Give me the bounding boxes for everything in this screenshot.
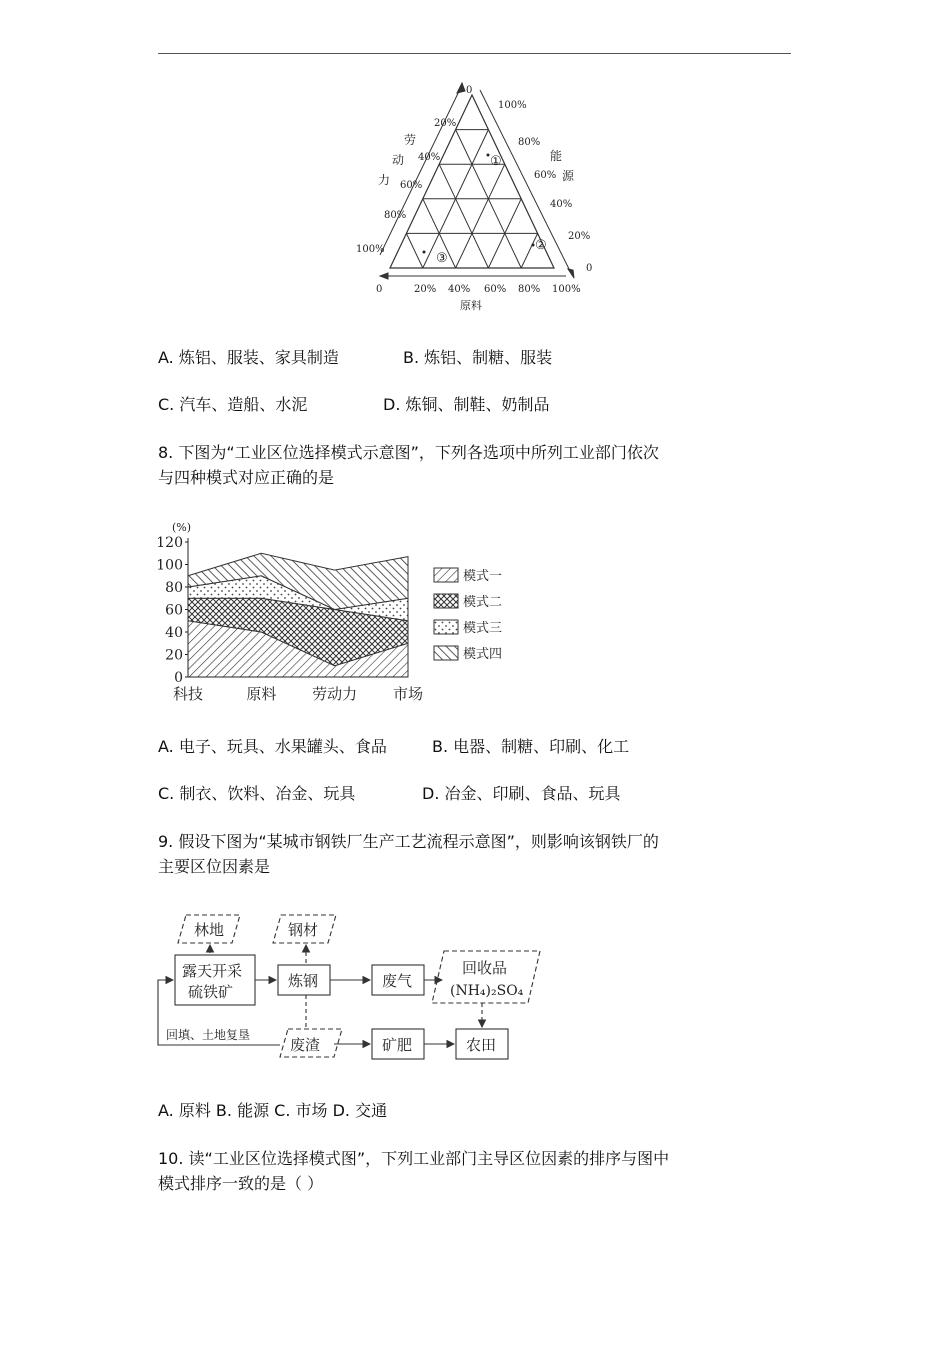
recycle-label-2: (NH₄)₂SO₄ [450, 983, 524, 999]
right-tick-60: 60% [534, 170, 557, 181]
bottom-tick-60: 60% [484, 284, 507, 295]
bottom-tick-0: 0 [376, 284, 383, 295]
legend-label-2: 模式二 [463, 595, 503, 610]
legend-swatch-3 [434, 620, 458, 634]
y-tick-label: 80 [165, 580, 183, 596]
left-axis-char-1: 劳 [404, 133, 417, 147]
point-1-label: ① [490, 154, 502, 169]
point-2-label: ② [535, 238, 547, 253]
forest-label: 林地 [194, 921, 225, 939]
q7-option-b: B. 炼铝、制糖、服装 [403, 348, 553, 367]
q10-stem-line2: 模式排序一致的是（ ） [158, 1174, 324, 1193]
right-tick-100: 100% [498, 100, 527, 111]
q8-area-chart [150, 512, 520, 712]
left-tick-0: 0 [466, 85, 473, 96]
header-rule [158, 53, 791, 54]
left-tick-100: 100% [356, 244, 385, 255]
q9-stem-line2: 主要区位因素是 [158, 857, 271, 876]
q8-option-a: A. 电子、玩具、水果罐头、食品 [158, 737, 387, 756]
right-axis-char-2: 源 [562, 169, 575, 183]
fert-label: 矿肥 [382, 1036, 413, 1054]
farm-label: 农田 [466, 1036, 497, 1054]
y-tick-label: 40 [165, 625, 183, 641]
right-tick-40: 40% [550, 199, 573, 210]
left-axis-char-3: 力 [378, 173, 391, 187]
legend-swatch-2 [434, 594, 458, 608]
q9-stem-line1: 9. 假设下图为“某城市钢铁厂生产工艺流程示意图”，则影响该钢铁厂的 [158, 832, 659, 851]
y-tick-label: 20 [165, 647, 183, 664]
mine-label-2: 硫铁矿 [188, 983, 234, 1001]
right-tick-20: 20% [568, 231, 591, 242]
left-axis-char-2: 动 [392, 153, 405, 167]
bottom-tick-20: 20% [414, 284, 437, 295]
right-axis-char-1: 能 [550, 149, 563, 163]
ternary-diagram [340, 80, 610, 320]
x-tick-label: 市场 [392, 685, 424, 703]
q7-option-c: C. 汽车、造船、水泥 [158, 395, 308, 414]
left-tick-60: 60% [400, 180, 423, 191]
x-tick-label: 原料 [246, 685, 277, 703]
legend-label-1: 模式一 [463, 569, 503, 584]
legend-label-4: 模式四 [463, 647, 503, 662]
left-tick-20: 20% [434, 118, 457, 129]
smelt-label: 炼钢 [288, 972, 319, 990]
q7-option-a: A. 炼铝、服装、家具制造 [158, 348, 339, 367]
bottom-tick-100: 100% [552, 284, 581, 295]
q10-stem-line1: 10. 读“工业区位选择模式图”，下列工业部门主导区位因素的排序与图中 [158, 1149, 670, 1168]
right-tick-0: 0 [586, 263, 593, 274]
right-tick-80: 80% [518, 137, 541, 148]
y-tick-label: 100 [156, 557, 183, 574]
bottom-axis-label: 原料 [460, 299, 482, 312]
y-tick-label: 120 [156, 535, 183, 551]
legend-swatch-1 [434, 568, 458, 582]
y-tick-label: 0 [174, 670, 183, 686]
x-tick-label: 科技 [172, 685, 204, 703]
x-tick-label: 劳动力 [312, 685, 358, 703]
left-tick-40: 40% [418, 152, 441, 163]
q8-stem-line1: 8. 下图为“工业区位选择模式示意图”，下列各选项中所列工业部门依次 [158, 443, 659, 462]
legend-label-3: 模式三 [463, 621, 503, 636]
backfill-label: 回填、土地复垦 [166, 1028, 251, 1042]
bottom-tick-40: 40% [448, 284, 471, 295]
point-3-label: ③ [436, 251, 448, 266]
slag-label: 废渣 [290, 1036, 321, 1054]
q8-option-b: B. 电器、制糖、印刷、化工 [432, 737, 630, 756]
mine-label-1: 露天开采 [182, 962, 243, 980]
q9-flow-diagram [150, 905, 550, 1065]
steel-label: 钢材 [288, 921, 319, 939]
recycle-label-1: 回收品 [462, 959, 508, 977]
q9-options: A. 原料 B. 能源 C. 市场 D. 交通 [158, 1101, 388, 1120]
bottom-tick-80: 80% [518, 284, 541, 295]
q8-option-d: D. 冶金、印刷、食品、玩具 [422, 784, 621, 803]
q7-option-d: D. 炼铜、制鞋、奶制品 [383, 395, 550, 414]
y-tick-label: 60 [165, 602, 183, 619]
q8-option-c: C. 制衣、饮料、冶金、玩具 [158, 784, 356, 803]
q8-stem-line2: 与四种模式对应正确的是 [158, 468, 335, 487]
point-3-dot [423, 251, 426, 254]
gas-label: 废气 [382, 972, 413, 990]
legend-swatch-4 [434, 646, 458, 660]
y-unit-label: (%) [172, 521, 192, 534]
left-tick-80: 80% [384, 210, 407, 221]
